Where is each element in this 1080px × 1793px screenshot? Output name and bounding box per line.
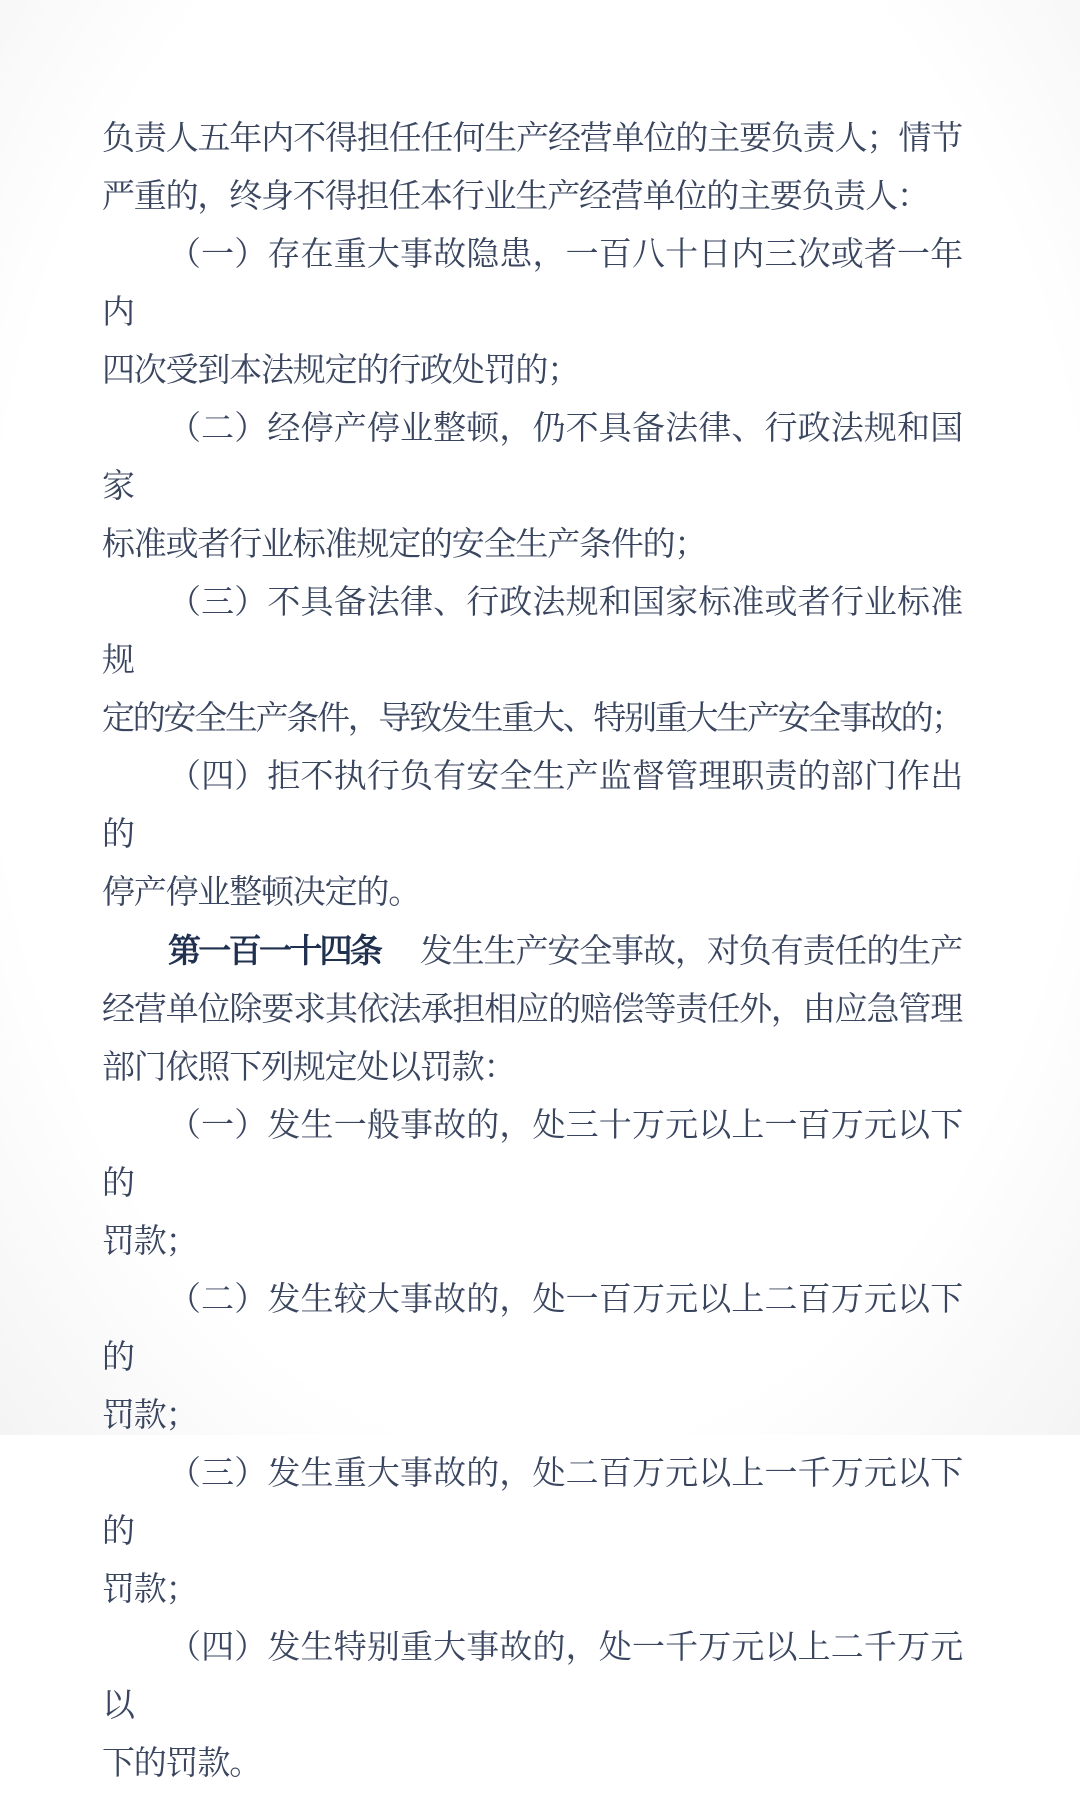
text-line: 罚款；	[102, 1398, 198, 1434]
article-heading-line	[102, 922, 962, 981]
text-line: 下的罚款。	[102, 1746, 262, 1782]
text-line: 罚款；	[102, 1572, 198, 1608]
text-line: 部门依照下列规定处以罚款：	[102, 1050, 516, 1086]
text-line: 负责人五年内不得担任任何生产经营单位的主要负责人；情节	[102, 121, 962, 157]
text-line: 经营单位除要求其依法承担相应的赔偿等责任外，由应急管理	[102, 992, 962, 1028]
clause-item-line: （四）发生特别重大事故的，处一千万元以上二千万元以	[102, 1630, 962, 1724]
text-line: 标准或者行业标准规定的安全生产条件的；	[102, 527, 707, 563]
clause-item-line: （四）拒不执行负有安全生产监督管理职责的部门作出的	[102, 759, 962, 853]
text-line: 停产停业整顿决定的。	[102, 875, 421, 911]
clause-item-line: （三）不具备法律、行政法规和国家标准或者行业标准规	[102, 585, 962, 679]
clause-item-line: （三）发生重大事故的，处二百万元以上一千万元以下的	[102, 1456, 962, 1550]
text-line: 严重的，终身不得担任本行业生产经营单位的主要负责人：	[102, 179, 929, 215]
article-number: 第一百一十四条	[168, 932, 381, 969]
clause-item-line: （二）发生较大事故的，处一百万元以上二百万元以下的	[102, 1282, 962, 1376]
clause-item-line: （一）存在重大事故隐患，一百八十日内三次或者一年内	[102, 237, 962, 331]
text-line: 定的安全生产条件，导致发生重大、特别重大生产安全事故的；	[102, 701, 962, 737]
clause-item-line: （一）发生一般事故的，处三十万元以上一百万元以下的	[102, 1108, 962, 1202]
clause-item-line: （二）经停产停业整顿，仍不具备法律、行政法规和国家	[102, 411, 962, 505]
article-line-text: 发生生产安全事故，对负有责任的生产	[419, 934, 962, 970]
text-line: 罚款；	[102, 1224, 198, 1260]
text-line: 四次受到本法规定的行政处罚的；	[102, 353, 580, 389]
